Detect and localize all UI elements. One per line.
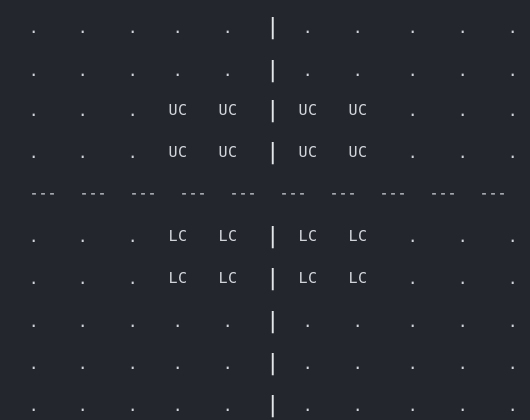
board-cell-empty: . [77, 17, 89, 37]
vertical-divider: | [266, 350, 280, 376]
board-cell-empty: . [407, 142, 419, 162]
piece-uc: UC [348, 101, 368, 119]
board-cell-empty: . [507, 226, 519, 246]
piece-lc: LC [298, 227, 318, 245]
piece-uc: UC [348, 143, 368, 161]
horizontal-divider: --- [329, 184, 357, 202]
board-cell-empty: . [77, 142, 89, 162]
board-cell-empty: . [28, 353, 40, 373]
board-cell-empty: . [407, 17, 419, 37]
piece-lc: LC [298, 269, 318, 287]
vertical-divider: | [266, 308, 280, 334]
board-cell-empty: . [127, 226, 139, 246]
piece-lc: LC [348, 269, 368, 287]
vertical-divider: | [266, 223, 280, 249]
board-cell-empty: . [172, 353, 184, 373]
horizontal-divider: --- [429, 184, 457, 202]
board-cell-empty: . [172, 60, 184, 80]
board-cell-empty: . [302, 353, 314, 373]
piece-lc: LC [168, 227, 188, 245]
board-cell-empty: . [77, 268, 89, 288]
board-cell-empty: . [507, 353, 519, 373]
board-cell-empty: . [127, 395, 139, 415]
board-cell-empty: . [352, 353, 364, 373]
board-cell-empty: . [457, 60, 469, 80]
board-cell-empty: . [77, 311, 89, 331]
horizontal-divider: --- [379, 184, 407, 202]
board-cell-empty: . [407, 60, 419, 80]
board-cell-empty: . [77, 353, 89, 373]
board-cell-empty: . [302, 311, 314, 331]
board-cell-empty: . [172, 17, 184, 37]
board-cell-empty: . [507, 268, 519, 288]
board-cell-empty: . [457, 100, 469, 120]
board-cell-empty: . [407, 226, 419, 246]
board-cell-empty: . [222, 311, 234, 331]
board-cell-empty: . [28, 60, 40, 80]
board-cell-empty: . [222, 395, 234, 415]
board-cell-empty: . [507, 17, 519, 37]
board-cell-empty: . [457, 311, 469, 331]
vertical-divider: | [266, 97, 280, 123]
board-cell-empty: . [407, 100, 419, 120]
horizontal-divider: --- [179, 184, 207, 202]
horizontal-divider: --- [229, 184, 257, 202]
board-cell-empty: . [77, 60, 89, 80]
board-cell-empty: . [222, 17, 234, 37]
horizontal-divider: --- [129, 184, 157, 202]
board-cell-empty: . [507, 100, 519, 120]
board-cell-empty: . [127, 268, 139, 288]
board-cell-empty: . [127, 100, 139, 120]
board-cell-empty: . [407, 395, 419, 415]
board-cell-empty: . [28, 395, 40, 415]
board-cell-empty: . [127, 60, 139, 80]
piece-lc: LC [168, 269, 188, 287]
board-cell-empty: . [457, 226, 469, 246]
board-cell-empty: . [127, 353, 139, 373]
piece-uc: UC [298, 101, 318, 119]
board-cell-empty: . [28, 142, 40, 162]
horizontal-divider: --- [479, 184, 507, 202]
board-cell-empty: . [407, 268, 419, 288]
board-cell-empty: . [172, 311, 184, 331]
vertical-divider: | [266, 14, 280, 40]
board-cell-empty: . [507, 311, 519, 331]
piece-lc: LC [218, 269, 238, 287]
board-cell-empty: . [28, 17, 40, 37]
board-cell-empty: . [172, 395, 184, 415]
piece-uc: UC [168, 101, 188, 119]
board-cell-empty: . [352, 17, 364, 37]
vertical-divider: | [266, 265, 280, 291]
board-cell-empty: . [77, 226, 89, 246]
piece-uc: UC [218, 143, 238, 161]
board-cell-empty: . [457, 142, 469, 162]
board-cell-empty: . [457, 268, 469, 288]
horizontal-divider: --- [79, 184, 107, 202]
board-cell-empty: . [507, 142, 519, 162]
board-cell-empty: . [407, 311, 419, 331]
board-cell-empty: . [507, 395, 519, 415]
board-cell-empty: . [352, 311, 364, 331]
vertical-divider: | [266, 57, 280, 83]
board-cell-empty: . [28, 100, 40, 120]
board-cell-empty: . [77, 100, 89, 120]
piece-uc: UC [218, 101, 238, 119]
board-cell-empty: . [352, 60, 364, 80]
piece-uc: UC [298, 143, 318, 161]
board-cell-empty: . [302, 17, 314, 37]
board-cell-empty: . [457, 17, 469, 37]
board-cell-empty: . [222, 353, 234, 373]
board-cell-empty: . [77, 395, 89, 415]
piece-uc: UC [168, 143, 188, 161]
board-cell-empty: . [28, 226, 40, 246]
vertical-divider: | [266, 139, 280, 165]
board-cell-empty: . [28, 311, 40, 331]
board-cell-empty: . [507, 60, 519, 80]
board-cell-empty: . [457, 395, 469, 415]
board-cell-empty: . [127, 17, 139, 37]
board-cell-empty: . [407, 353, 419, 373]
piece-lc: LC [348, 227, 368, 245]
board-cell-empty: . [127, 142, 139, 162]
board-cell-empty: . [127, 311, 139, 331]
piece-lc: LC [218, 227, 238, 245]
vertical-divider: | [266, 392, 280, 418]
horizontal-divider: --- [279, 184, 307, 202]
board-cell-empty: . [457, 353, 469, 373]
horizontal-divider: --- [29, 184, 57, 202]
board-cell-empty: . [222, 60, 234, 80]
board-cell-empty: . [302, 60, 314, 80]
board-cell-empty: . [352, 395, 364, 415]
board-cell-empty: . [302, 395, 314, 415]
board-cell-empty: . [28, 268, 40, 288]
